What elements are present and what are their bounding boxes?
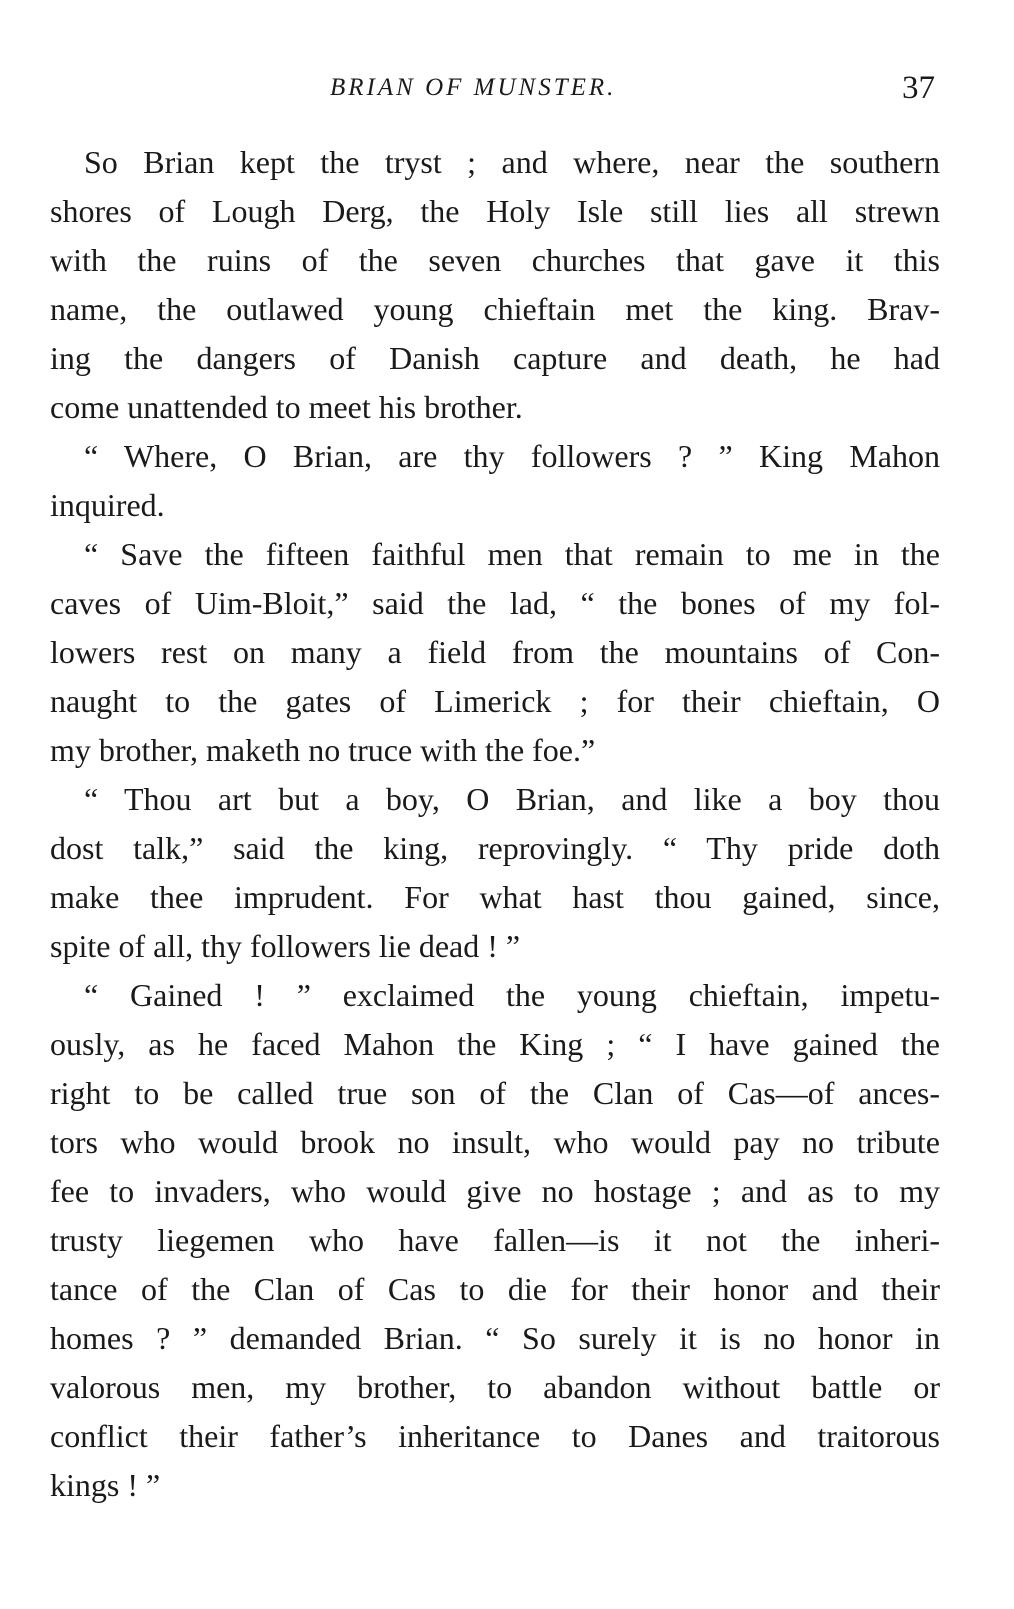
text-line: my brother, maketh no truce with the foe.” — [50, 732, 596, 768]
running-head — [0, 70, 1014, 110]
text-line: fee to invaders, who would give no hostage ; and as to my — [50, 1173, 940, 1209]
text-line: inquired. — [50, 487, 165, 523]
text-line: ously, as he faced Mahon the King ; “ I have gained the — [50, 1026, 940, 1062]
paragraph-2 — [50, 432, 940, 530]
text-line: trusty liegemen who have fallen—is it not the inheri- — [50, 1222, 940, 1258]
text-line: dost talk,” said the king, reprovingly. “ Thy pride doth — [50, 830, 940, 866]
text-line: make thee imprudent. For what hast thou gained, since, — [50, 879, 940, 915]
text-line: come unattended to meet his brother. — [50, 389, 523, 425]
paragraph-3 — [50, 530, 940, 775]
text-line: “ Save the fifteen faithful men that remain to me in the — [84, 536, 940, 572]
text-line: name, the outlawed young chieftain met the king. Brav- — [50, 291, 940, 327]
text-line: ing the dangers of Danish capture and death, he had — [50, 340, 940, 376]
text-line: “ Where, O Brian, are thy followers ? ” King Mahon — [84, 438, 940, 474]
text-line: So Brian kept the tryst ; and where, near the southern — [84, 144, 940, 180]
text-line: shores of Lough Derg, the Holy Isle still lies all strewn — [50, 193, 940, 229]
text-line: conflict their father’s inheritance to Danes and traitorous — [50, 1418, 940, 1454]
text-line: spite of all, thy followers lie dead ! ” — [50, 928, 521, 964]
text-line: “ Thou art but a boy, O Brian, and like a boy thou — [84, 781, 940, 817]
text-line: lowers rest on many a field from the mountains of Con- — [50, 634, 940, 670]
page-number: 37 — [902, 70, 935, 106]
paragraph-4 — [50, 775, 940, 971]
text-line: kings ! ” — [50, 1467, 161, 1503]
text-line: naught to the gates of Limerick ; for their chieftain, O — [50, 683, 940, 719]
text-line: right to be called true son of the Clan of Cas—of ances- — [50, 1075, 940, 1111]
text-line: “ Gained ! ” exclaimed the young chieftain, impetu- — [84, 977, 940, 1013]
text-line: tors who would brook no insult, who would pay no tribute — [50, 1124, 940, 1160]
paragraph-5 — [50, 971, 940, 1510]
paragraph-1 — [50, 138, 940, 432]
body-text — [50, 138, 940, 1510]
text-line: with the ruins of the seven churches that gave it this — [50, 242, 940, 278]
text-line: homes ? ” demanded Brian. “ So surely it is no honor in — [50, 1320, 940, 1356]
text-line: tance of the Clan of Cas to die for their honor and their — [50, 1271, 940, 1307]
running-title: BRIAN OF MUNSTER. — [330, 74, 617, 101]
text-line: caves of Uim-Bloit,” said the lad, “ the bones of my fol- — [50, 585, 940, 621]
text-line: valorous men, my brother, to abandon without battle or — [50, 1369, 940, 1405]
